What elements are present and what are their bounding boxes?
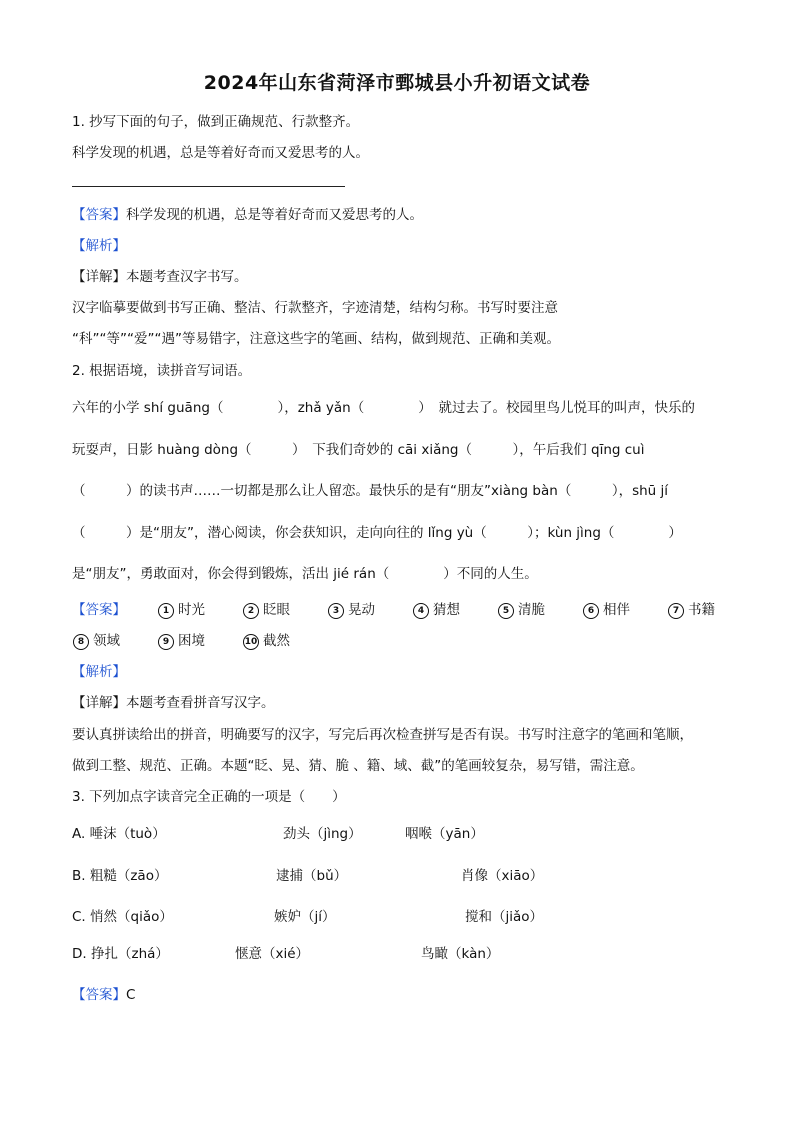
answer-number: 8: [73, 634, 89, 650]
q1-analysis: [72, 234, 126, 254]
answer-word: 时光: [178, 602, 205, 618]
q3-option-a-word-2: 劲头（jìng）: [283, 826, 362, 842]
q2-answer-2: [243, 598, 290, 619]
answer-word: 清脆: [518, 602, 545, 618]
answer-tag: 【答案】: [72, 602, 126, 618]
answer-tag: 【答案】: [72, 207, 126, 223]
q2-answer-10: [243, 629, 290, 650]
analysis-tag: 【解析】: [72, 238, 126, 254]
answer-number: 5: [498, 603, 514, 619]
q3-option-c-word-2: 嫉妒（jí）: [274, 909, 336, 925]
q1-detail-text: 本题考查汉字书写。: [126, 269, 248, 285]
q2-explain-line-1: 要认真拼读给出的拼音，明确要写的汉字，写完后再次检查拼写是否有误。书写时注意字的笔画和笔顺，: [72, 727, 693, 743]
q2-answer-8: [73, 629, 120, 650]
q2-passage-line-1: 六年的小学 shí guāng（ ），zhǎ yǎn（ ） 就过去了。校园里鸟儿悦耳的叫声，快乐的: [72, 400, 695, 416]
q2-passage-line-2: 玩耍声，日影 huàng dòng（ ） 下我们奇妙的 cāi xiǎng（ ），午后我们 qīng cuì: [72, 442, 645, 458]
q2-answer-3: [328, 598, 375, 619]
q3-prompt: 3. 下列加点字读音完全正确的一项是（ ）: [72, 789, 346, 805]
q2-explain-line-2: 做到工整、规范、正确。本题“眨、晃、猜、脆 、籍、域、截”的笔画较复杂，易写错，需注意。: [72, 758, 644, 774]
q1-prompt: 1. 抄写下面的句子，做到正确规范、行款整齐。: [72, 114, 360, 130]
q2-passage-line-5: 是“朋友”，勇敢面对，你会得到锻炼，活出 jié rán（ ）不同的人生。: [72, 566, 538, 582]
answer-number: 1: [158, 603, 174, 619]
q3-option-b-word-2: 逮捕（bǔ）: [276, 868, 348, 884]
q1-detail: [72, 265, 248, 285]
q1-sentence: 科学发现的机遇，总是等着好奇而又爱思考的人。: [72, 145, 369, 161]
q2-answer-7: [668, 598, 715, 619]
q2-answer-4: [413, 598, 460, 619]
page-title: 2024年山东省菏泽市鄄城县小升初语文试卷: [203, 72, 591, 94]
q2-answer-6: [583, 598, 630, 619]
answer-word: 书籍: [688, 602, 715, 618]
answer-number: 10: [243, 634, 259, 650]
q3-answer-text: C: [126, 987, 136, 1003]
answer-word: 眨眼: [263, 602, 290, 618]
q1-answer-line: [72, 186, 345, 187]
q2-passage-line-4: （ ）是“朋友”，潜心阅读，你会获知识，走向向往的 lǐng yù（ ）；kùn jìng（ ）: [72, 525, 682, 541]
q2-prompt: 2. 根据语境，读拼音写词语。: [72, 363, 252, 379]
analysis-tag: 【解析】: [72, 664, 126, 680]
q2-answer-tag: [72, 598, 126, 618]
q3-option-d-word-2: 惬意（xié）: [235, 946, 310, 962]
answer-number: 7: [668, 603, 684, 619]
answer-word: 领域: [93, 633, 120, 649]
answer-number: 6: [583, 603, 599, 619]
q3-option-b-word-3: 肖像（xiāo）: [461, 868, 544, 884]
detail-tag: 【详解】: [72, 269, 126, 285]
q2-analysis: [72, 660, 126, 680]
answer-word: 猜想: [433, 602, 460, 618]
q3-option-a-word-3: 咽喉（yān）: [405, 826, 484, 842]
answer-number: 4: [413, 603, 429, 619]
q2-passage-line-3: （ ）的读书声……一切都是那么让人留恋。最快乐的是有“朋友”xiàng bàn（ ），shū jí: [72, 483, 669, 499]
q2-answer-5: [498, 598, 545, 619]
q2-detail: [72, 691, 275, 711]
q1-answer: [72, 203, 423, 223]
q1-explain-line-2: “科”“等”“爱”“遇”等易错字，注意这些字的笔画、结构，做到规范、正确和美观。: [72, 331, 560, 347]
answer-number: 2: [243, 603, 259, 619]
q3-option-d-word-3: 鸟瞰（kàn）: [421, 946, 500, 962]
answer-tag: 【答案】: [72, 987, 126, 1003]
q1-explain-line-1: 汉字临摹要做到书写正确、整洁、行款整齐，字迹清楚，结构匀称。书写时要注意: [72, 300, 558, 316]
answer-number: 9: [158, 634, 174, 650]
q3-answer: [72, 983, 135, 1003]
q3-option-c: C. 悄然（qiǎo）: [72, 909, 173, 925]
q3-option-a: A. 唾沫（tuò）: [72, 826, 166, 842]
q2-answer-1: [158, 598, 205, 619]
q3-option-b: B. 粗糙（zāo）: [72, 868, 168, 884]
q1-answer-text: 科学发现的机遇，总是等着好奇而又爱思考的人。: [126, 207, 423, 223]
answer-word: 相伴: [603, 602, 630, 618]
detail-tag: 【详解】: [72, 695, 126, 711]
answer-word: 截然: [263, 633, 290, 649]
q2-detail-text: 本题考查看拼音写汉字。: [126, 695, 275, 711]
q3-option-d: D. 挣扎（zhá）: [72, 946, 169, 962]
answer-word: 困境: [178, 633, 205, 649]
answer-word: 晃动: [348, 602, 375, 618]
q2-answer-9: [158, 629, 205, 650]
answer-number: 3: [328, 603, 344, 619]
q3-option-c-word-3: 搅和（jiǎo）: [465, 909, 544, 925]
